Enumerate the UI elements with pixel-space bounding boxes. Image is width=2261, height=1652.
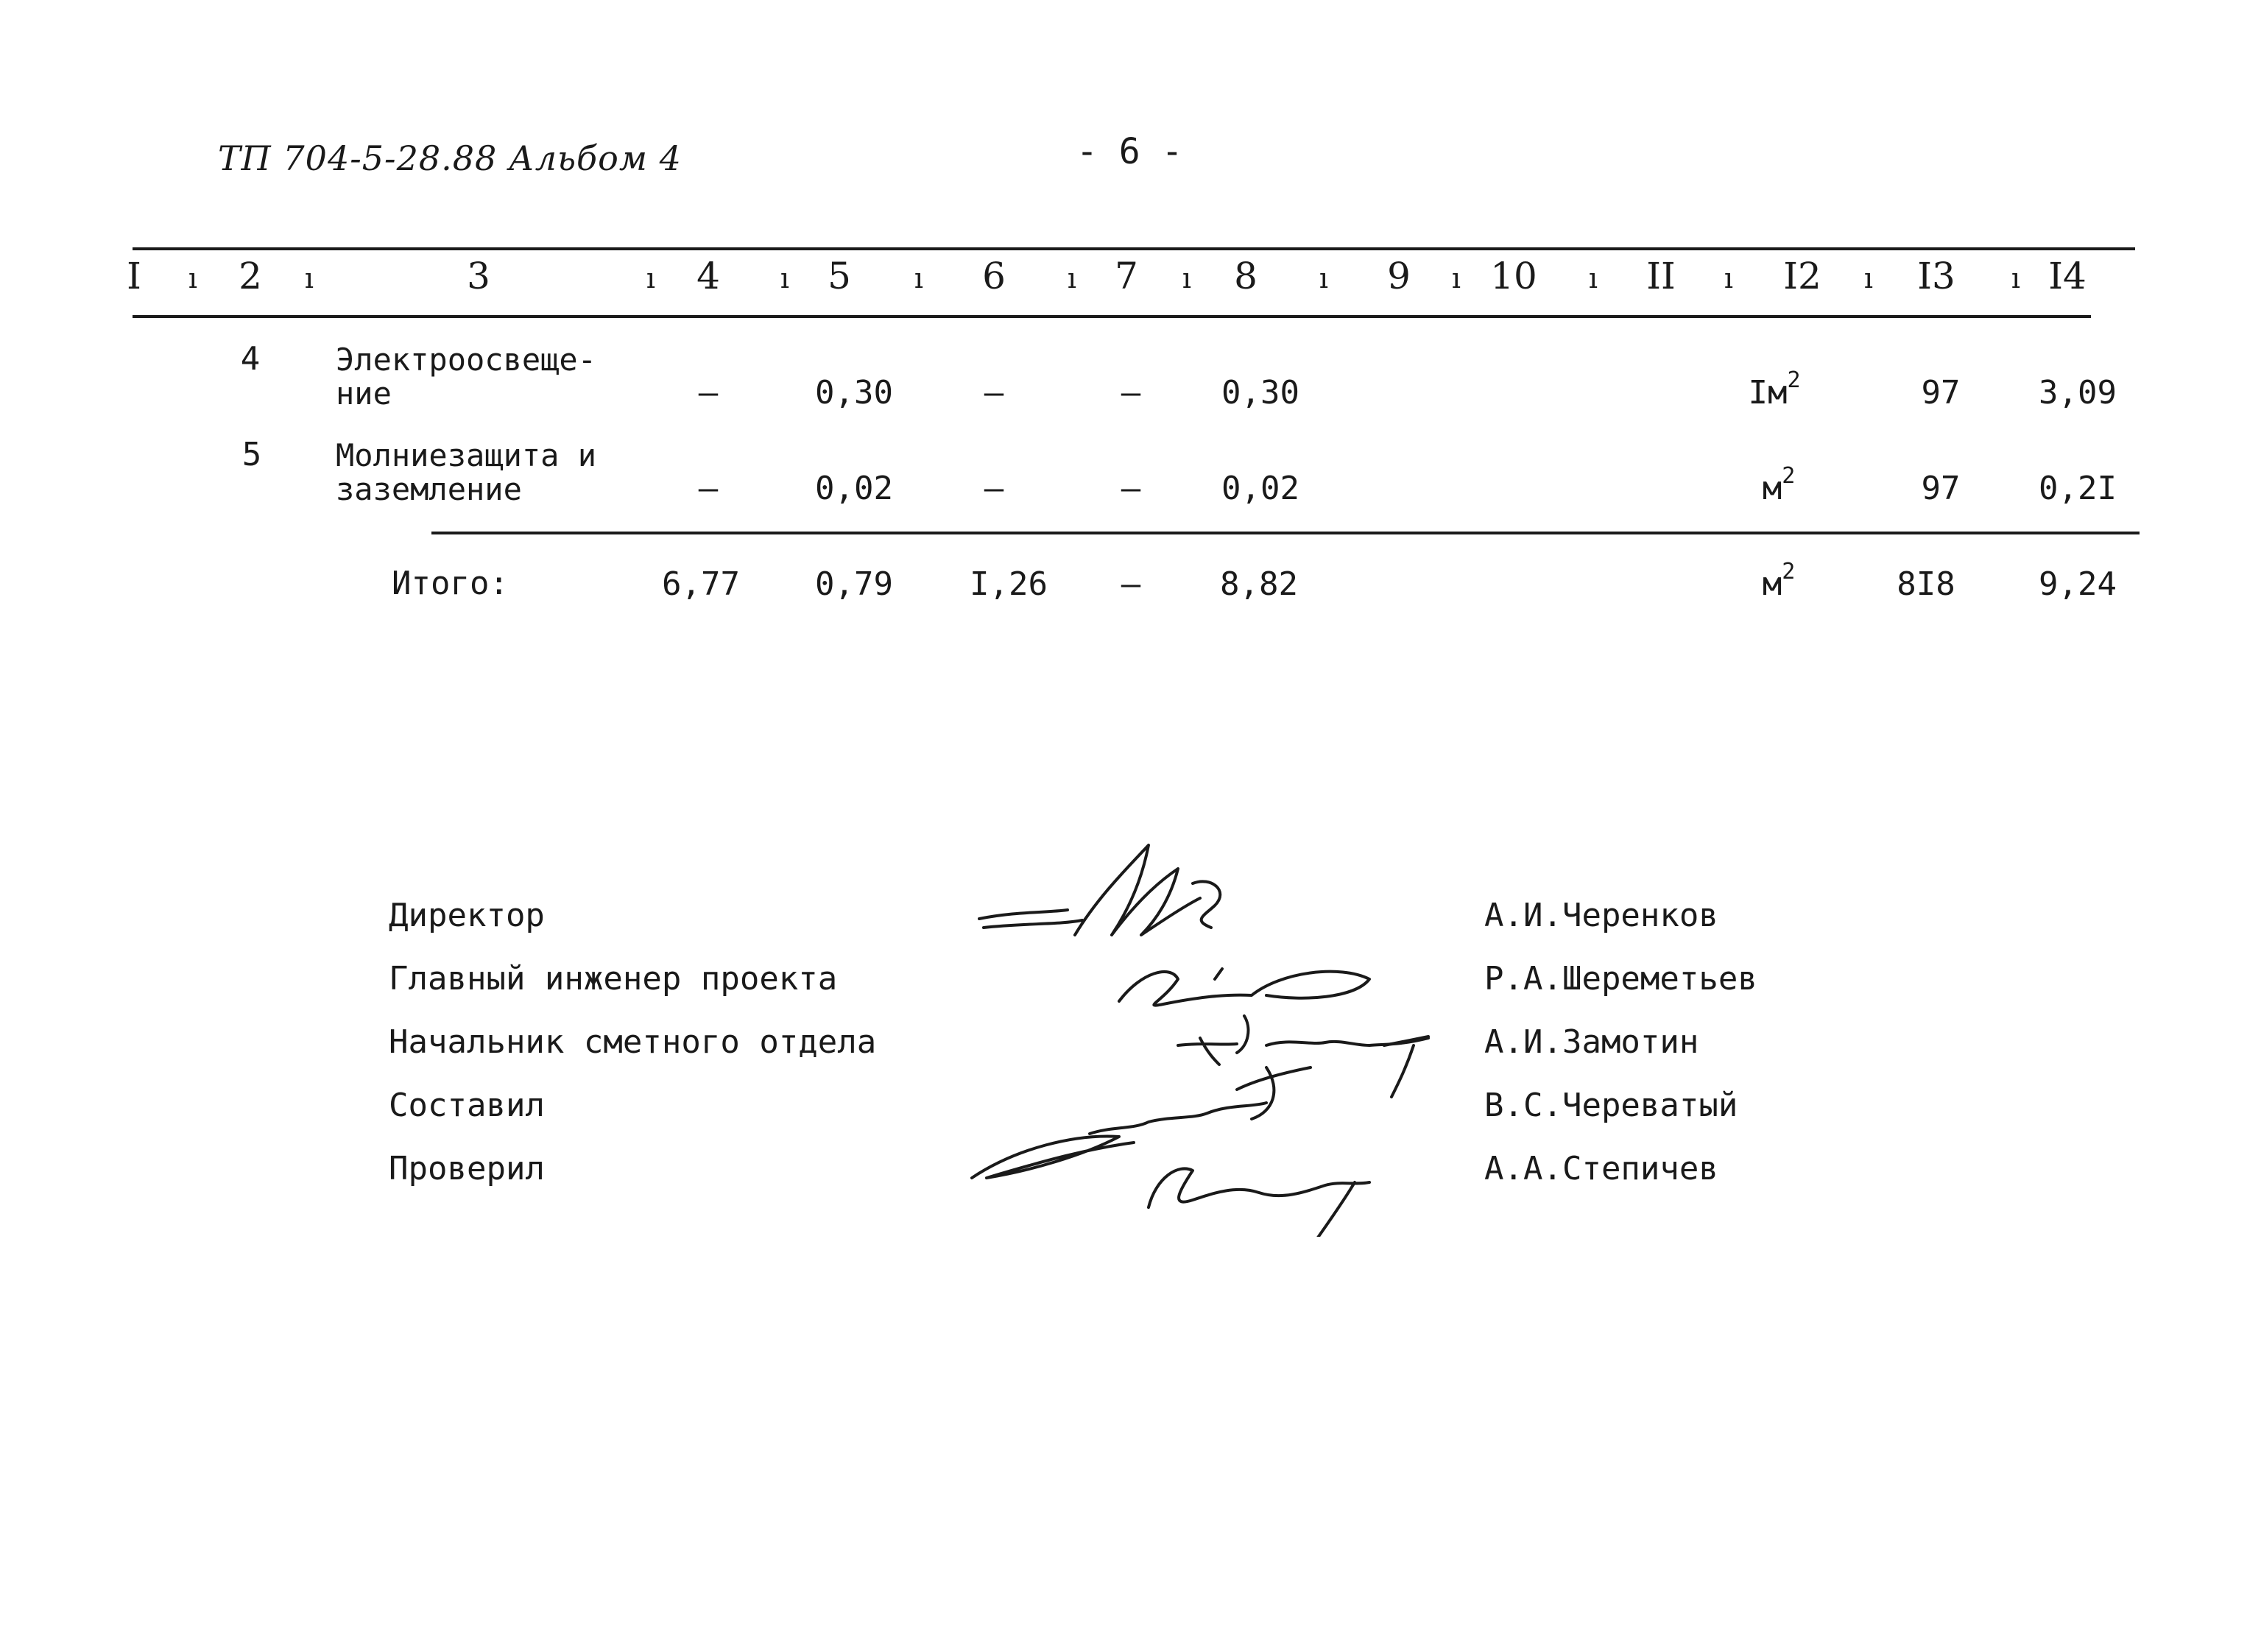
cell-col6: – bbox=[984, 470, 1004, 507]
signature-scribble bbox=[1149, 1168, 1369, 1237]
total-unit bbox=[1762, 559, 1796, 603]
column-separator: ı bbox=[780, 262, 790, 294]
item-name-line: заземление bbox=[336, 471, 522, 507]
cell-col7: – bbox=[1121, 374, 1141, 412]
item-name-line: Электроосвеще- bbox=[336, 342, 597, 378]
signature-role: Главный инженер проекта bbox=[389, 960, 838, 998]
cell-col13: 97 bbox=[1921, 374, 1961, 412]
cell-unit bbox=[1748, 367, 1801, 412]
unit-exponent: 2 bbox=[1782, 463, 1796, 489]
signature-scribble bbox=[972, 1067, 1311, 1178]
column-number: 2 bbox=[239, 255, 262, 297]
total-col13: 8I8 bbox=[1897, 565, 1955, 603]
signature-scribble bbox=[1178, 1016, 1428, 1097]
signee-name: В.С.Череватый bbox=[1484, 1087, 1738, 1124]
cell-col4: – bbox=[698, 374, 719, 412]
cell-col8: 0,30 bbox=[1221, 374, 1299, 412]
total-col6: I,26 bbox=[970, 565, 1048, 603]
item-name bbox=[336, 343, 596, 411]
column-number: I2 bbox=[1783, 255, 1821, 297]
signee-name: А.И.Замотин bbox=[1484, 1023, 1699, 1061]
cell-col14: 3,09 bbox=[2039, 374, 2117, 412]
signature-role: Проверил bbox=[389, 1150, 545, 1187]
unit-exponent: 2 bbox=[1787, 367, 1801, 393]
column-number: II bbox=[1646, 255, 1676, 297]
column-number: I3 bbox=[1917, 255, 1955, 297]
column-number: 3 bbox=[467, 255, 490, 297]
cell-col14: 0,2I bbox=[2039, 470, 2117, 507]
signature-role: Директор bbox=[389, 897, 545, 934]
unit-base: Iм bbox=[1748, 374, 1788, 412]
signature-scribble bbox=[1119, 972, 1369, 1006]
page-number: - 6 - bbox=[1076, 131, 1183, 172]
column-number: 7 bbox=[1115, 255, 1138, 297]
column-separator: ı bbox=[914, 262, 924, 294]
item-name-line: Молниезащита и bbox=[336, 437, 597, 473]
total-col14: 9,24 bbox=[2039, 565, 2117, 603]
signee-name: А.А.Степичев bbox=[1484, 1150, 1718, 1187]
row-number: 5 bbox=[241, 436, 262, 473]
signee-name: А.И.Черенков bbox=[1484, 897, 1718, 934]
total-label: Итого: bbox=[392, 565, 509, 602]
column-separator: ı bbox=[1451, 262, 1461, 294]
header-bottom-rule bbox=[133, 315, 2091, 318]
column-separator: ı bbox=[1182, 262, 1192, 294]
column-number: 10 bbox=[1490, 255, 1537, 297]
column-separator: ı bbox=[1319, 262, 1329, 294]
signature-scribble bbox=[979, 845, 1220, 935]
cell-col6: – bbox=[984, 374, 1004, 412]
cell-col4: – bbox=[698, 470, 719, 507]
total-col7: – bbox=[1121, 565, 1141, 603]
cell-col13: 97 bbox=[1921, 470, 1961, 507]
total-col8: 8,82 bbox=[1220, 565, 1298, 603]
column-separator: ı bbox=[1724, 262, 1734, 294]
row-number: 4 bbox=[240, 340, 261, 378]
handwritten-signatures bbox=[957, 825, 1487, 1237]
signature-role: Составил bbox=[389, 1087, 545, 1124]
table-top-rule bbox=[133, 247, 2135, 250]
unit-exponent: 2 bbox=[1782, 559, 1796, 585]
document-code: ТП 704-5-28.88 Альбом 4 bbox=[218, 138, 682, 178]
item-name-line: ние bbox=[336, 375, 392, 412]
column-number: 4 bbox=[696, 255, 720, 297]
cell-col8: 0,02 bbox=[1221, 470, 1299, 507]
column-number: 8 bbox=[1234, 255, 1258, 297]
signature-role: Начальник сметного отдела bbox=[389, 1023, 877, 1061]
unit-base: м bbox=[1762, 470, 1782, 507]
column-separator: ı bbox=[1863, 262, 1874, 294]
column-number: I4 bbox=[2048, 255, 2087, 297]
total-top-rule bbox=[431, 532, 2140, 534]
total-col4: 6,77 bbox=[662, 565, 740, 603]
column-separator: ı bbox=[646, 262, 656, 294]
column-separator: ı bbox=[188, 262, 198, 294]
item-name bbox=[336, 439, 596, 506]
unit-base: м bbox=[1762, 565, 1782, 603]
cell-col7: – bbox=[1121, 470, 1141, 507]
column-separator: ı bbox=[2011, 262, 2021, 294]
total-col5: 0,79 bbox=[815, 565, 893, 603]
column-number: I bbox=[127, 255, 141, 297]
column-number: 9 bbox=[1387, 255, 1411, 297]
column-number: 5 bbox=[828, 255, 851, 297]
column-separator: ı bbox=[1588, 262, 1598, 294]
cell-col5: 0,30 bbox=[815, 374, 893, 412]
signee-name: Р.А.Шереметьев bbox=[1484, 960, 1757, 998]
column-separator: ı bbox=[1067, 262, 1077, 294]
cell-unit bbox=[1762, 463, 1796, 507]
column-number: 6 bbox=[982, 255, 1006, 297]
column-separator: ı bbox=[304, 262, 314, 294]
cell-col5: 0,02 bbox=[815, 470, 893, 507]
